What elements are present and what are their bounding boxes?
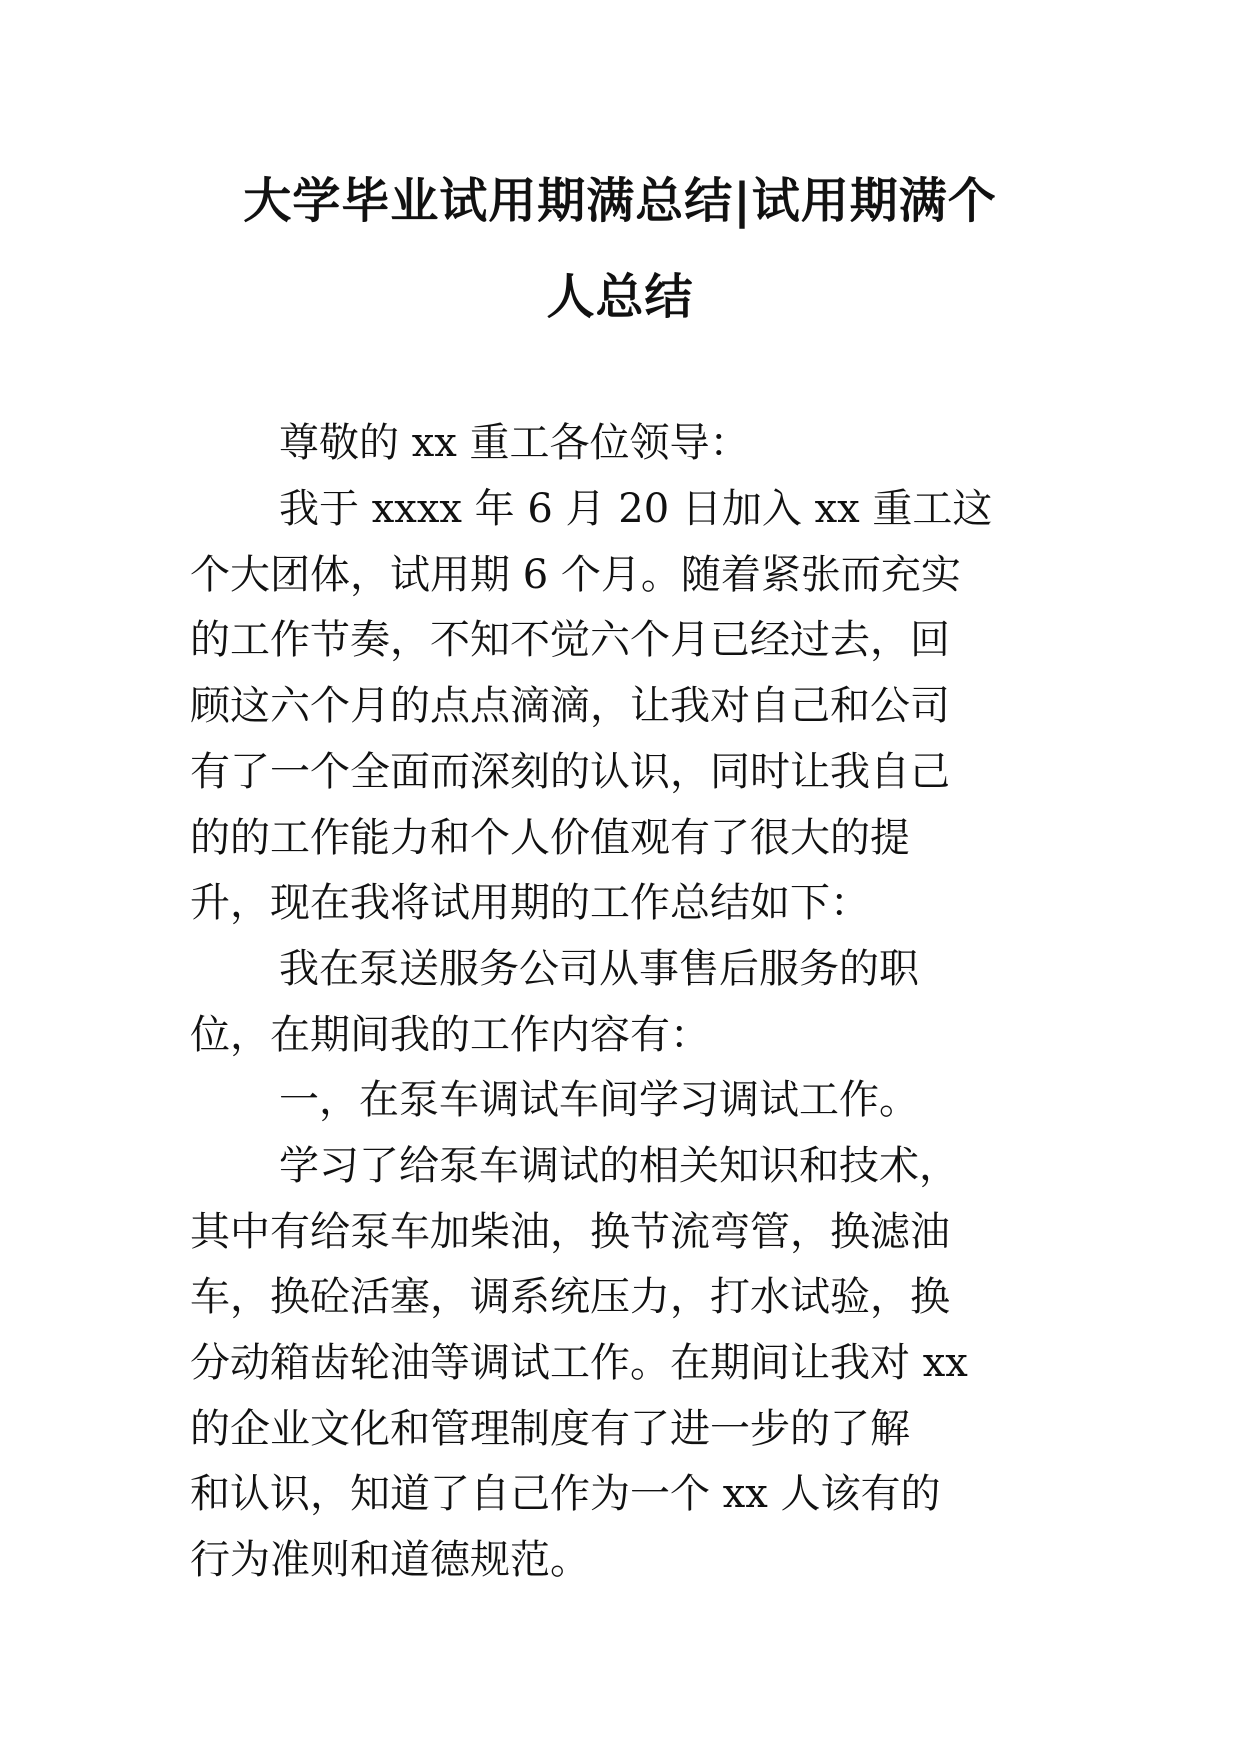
section-heading: 一，在泵车调试车间学习调试工作。 <box>279 1077 919 1123</box>
paragraph-line: 和认识，知道了自己作为一个 xx 人该有的 <box>190 1471 941 1517</box>
document-title-line-2: 人总结 <box>546 269 694 325</box>
paragraph-line: 顾这六个月的点点滴滴，让我对自己和公司 <box>190 683 950 729</box>
paragraph-line: 的的工作能力和个人价值观有了很大的提 <box>190 815 910 861</box>
paragraph-line: 分动箱齿轮油等调试工作。在期间让我对 xx <box>190 1340 968 1386</box>
paragraph-line: 个大团体，试用期 6 个月。随着紧张而充实 <box>190 552 961 598</box>
paragraph-line: 的工作节奏，不知不觉六个月已经过去，回 <box>190 617 950 663</box>
paragraph-line: 的企业文化和管理制度有了进一步的了解 <box>190 1406 910 1452</box>
paragraph-line: 位，在期间我的工作内容有： <box>190 1012 710 1058</box>
paragraph-line: 其中有给泵车加柴油，换节流弯管，换滤油 <box>190 1209 950 1255</box>
paragraph-line: 车，换砼活塞，调系统压力，打水试验，换 <box>190 1274 950 1320</box>
paragraph-line: 学习了给泵车调试的相关知识和技术， <box>279 1143 959 1189</box>
salutation: 尊敬的 xx 重工各位领导： <box>279 420 750 466</box>
paragraph-line: 我于 xxxx 年 6 月 20 日加入 xx 重工这 <box>279 486 993 532</box>
paragraph-line: 我在泵送服务公司从事售后服务的职 <box>279 946 919 992</box>
paragraph-line: 行为准则和道德规范。 <box>190 1537 590 1583</box>
document-title-line-1: 大学毕业试用期满总结|试用期满个 <box>243 173 997 229</box>
paragraph-line: 升，现在我将试用期的工作总结如下： <box>190 880 870 926</box>
paragraph-line: 有了一个全面而深刻的认识，同时让我自己 <box>190 749 950 795</box>
